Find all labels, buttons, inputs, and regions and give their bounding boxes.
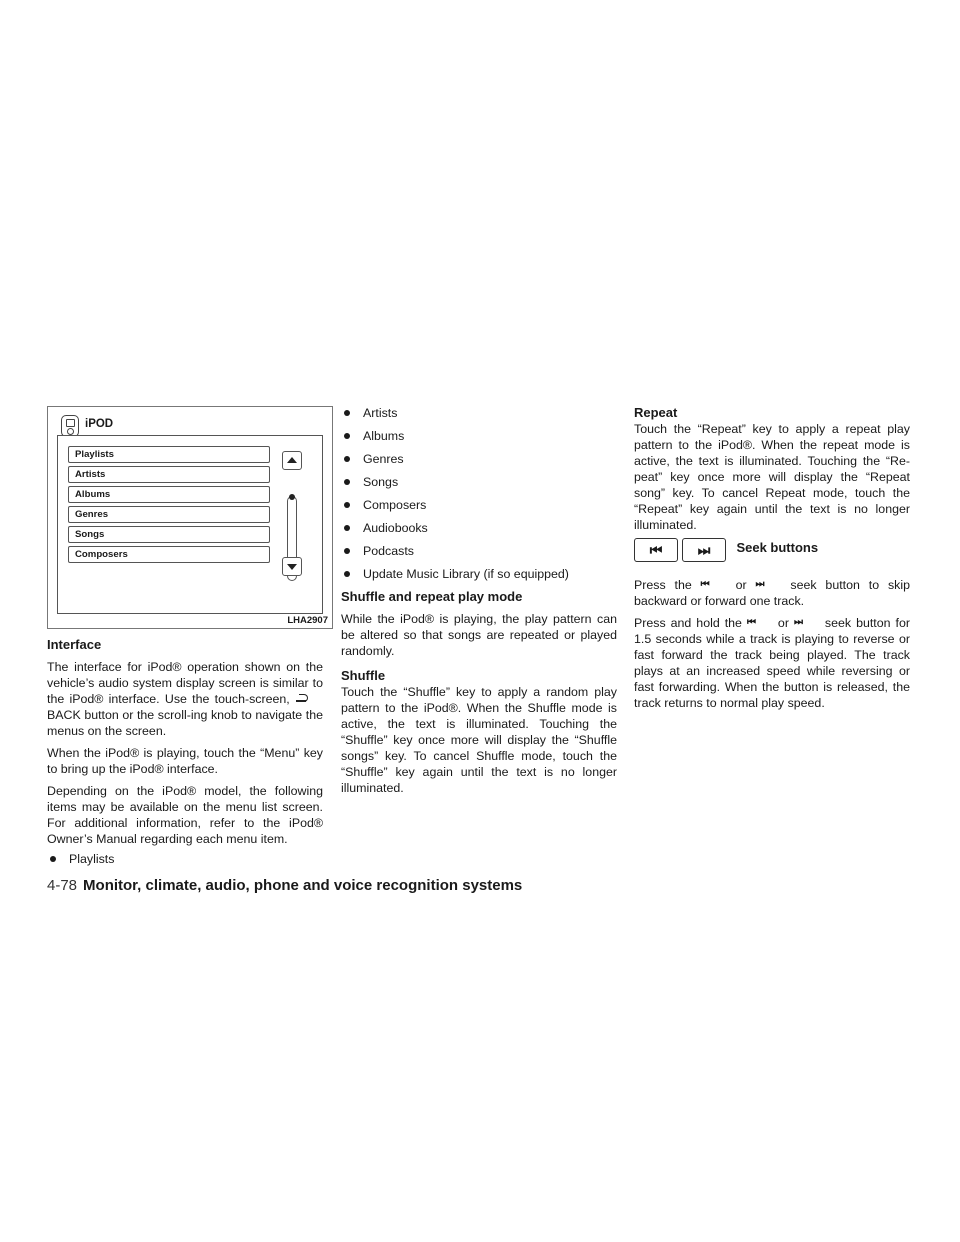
seek-back-icon: ⏮	[746, 617, 756, 628]
column-3	[634, 405, 910, 711]
menu-item-playlists[interactable]: Playlists	[68, 446, 270, 463]
ipod-icon	[61, 415, 79, 437]
seek-press-text-a: Press the	[634, 578, 692, 592]
column-2	[341, 405, 617, 796]
seek-hold-text-b: seek button for 1.5 seconds while a track is playing to reverse or fast forward the track being played. The track plays at an increased speed while reversing or fast forwarding. When the button is released, the track returns to normal play speed.	[634, 616, 910, 710]
screen-title: iPOD	[85, 418, 114, 430]
screen-title-bar	[57, 415, 323, 434]
paragraph-shuffle: Touch the “Shuffle” key to apply a random play pattern to the iPod®. When the Shuffle mode is active, the text is illuminated. Touching the “Shuffle” key once more will display the “Shuffle songs” key. To cancel Shuffle mode, touch the “Shuffle” key again until the text is no longer illuminated.	[341, 685, 617, 795]
paragraph-seek-hold	[634, 615, 910, 711]
page-footer	[47, 877, 522, 894]
scroll-up-button[interactable]	[282, 451, 302, 470]
list-item: Playlists	[47, 851, 323, 867]
back-arrow-icon	[295, 693, 323, 705]
ipod-interface-figure	[47, 406, 333, 629]
list-item: Podcasts	[341, 543, 617, 559]
scroll-down-button[interactable]	[282, 557, 302, 576]
heading-repeat: Repeat	[634, 405, 678, 420]
figure-label: LHA2907	[287, 615, 328, 626]
paragraph-interface	[47, 659, 323, 739]
seek-press-or: or	[735, 578, 747, 592]
paragraph-menu: When the iPod® is playing, touch the “Menu” key to bring up the iPod® interface.	[47, 746, 323, 776]
list-item: Albums	[341, 428, 617, 444]
menu-item-albums[interactable]: Albums	[68, 486, 270, 503]
seek-back-button[interactable]: ⏮	[634, 538, 678, 562]
list-item: Genres	[341, 451, 617, 467]
menu-item-genres[interactable]: Genres	[68, 506, 270, 523]
paragraph-repeat: Touch the “Repeat” key to apply a repeat play pattern to the iPod®. When the repeat mode is active, the text is illuminated. Touching the “Re-peat” key once more will display the “Repeat song” key. To cancel Repeat mode, touch the “Repeat” key again until the text is no longer illuminated.	[634, 422, 910, 532]
paragraph-interface-a: The interface for iPod® operation shown on the vehicle’s audio system display screen is similar to the iPod® interface. Use the touch-screen,	[47, 660, 323, 706]
paragraph-play-pattern: While the iPod® is playing, the play pattern can be altered so that songs are repeated or played randomly.	[341, 612, 617, 658]
paragraph-model: Depending on the iPod® model, the following items may be available on the menu list screen. For additional information, refer to the iPod® Owner’s Manual regarding each menu item.	[47, 784, 323, 846]
menu-item-composers[interactable]: Composers	[68, 546, 270, 563]
seek-forward-icon: ⏭	[793, 617, 803, 628]
seek-hold-or: or	[777, 616, 789, 630]
heading-interface: Interface	[47, 637, 102, 652]
menu-screen	[57, 435, 323, 614]
paragraph-seek-press	[634, 577, 910, 609]
list-item: Artists	[341, 405, 617, 421]
section-title: Monitor, climate, audio, phone and voice recognition systems	[83, 877, 523, 894]
list-item: Songs	[341, 474, 617, 490]
list-item: Update Music Library (if so equipped)	[341, 566, 617, 582]
seek-back-icon: ⏮	[700, 579, 710, 590]
seek-press-text-b: seek button to skip backward or forward one track.	[634, 578, 910, 608]
page-number: 4-78	[47, 877, 78, 894]
seek-buttons-figure	[634, 538, 910, 568]
seek-buttons-label: Seek buttons	[736, 540, 819, 555]
list-item: Composers	[341, 497, 617, 513]
menu-item-artists[interactable]: Artists	[68, 466, 270, 483]
heading-shuffle-repeat: Shuffle and repeat play mode	[341, 589, 523, 604]
seek-hold-text-a: Press and hold the	[634, 616, 742, 630]
list-item: Audiobooks	[341, 520, 617, 536]
paragraph-interface-b: BACK button or the scroll-ing knob to navigate the menus on the screen.	[47, 708, 323, 738]
column-1	[47, 637, 323, 867]
seek-forward-button[interactable]: ⏭	[682, 538, 726, 562]
scroll-thumb[interactable]	[289, 494, 295, 500]
heading-shuffle: Shuffle	[341, 668, 386, 683]
menu-item-songs[interactable]: Songs	[68, 526, 270, 543]
seek-forward-icon: ⏭	[755, 579, 765, 590]
